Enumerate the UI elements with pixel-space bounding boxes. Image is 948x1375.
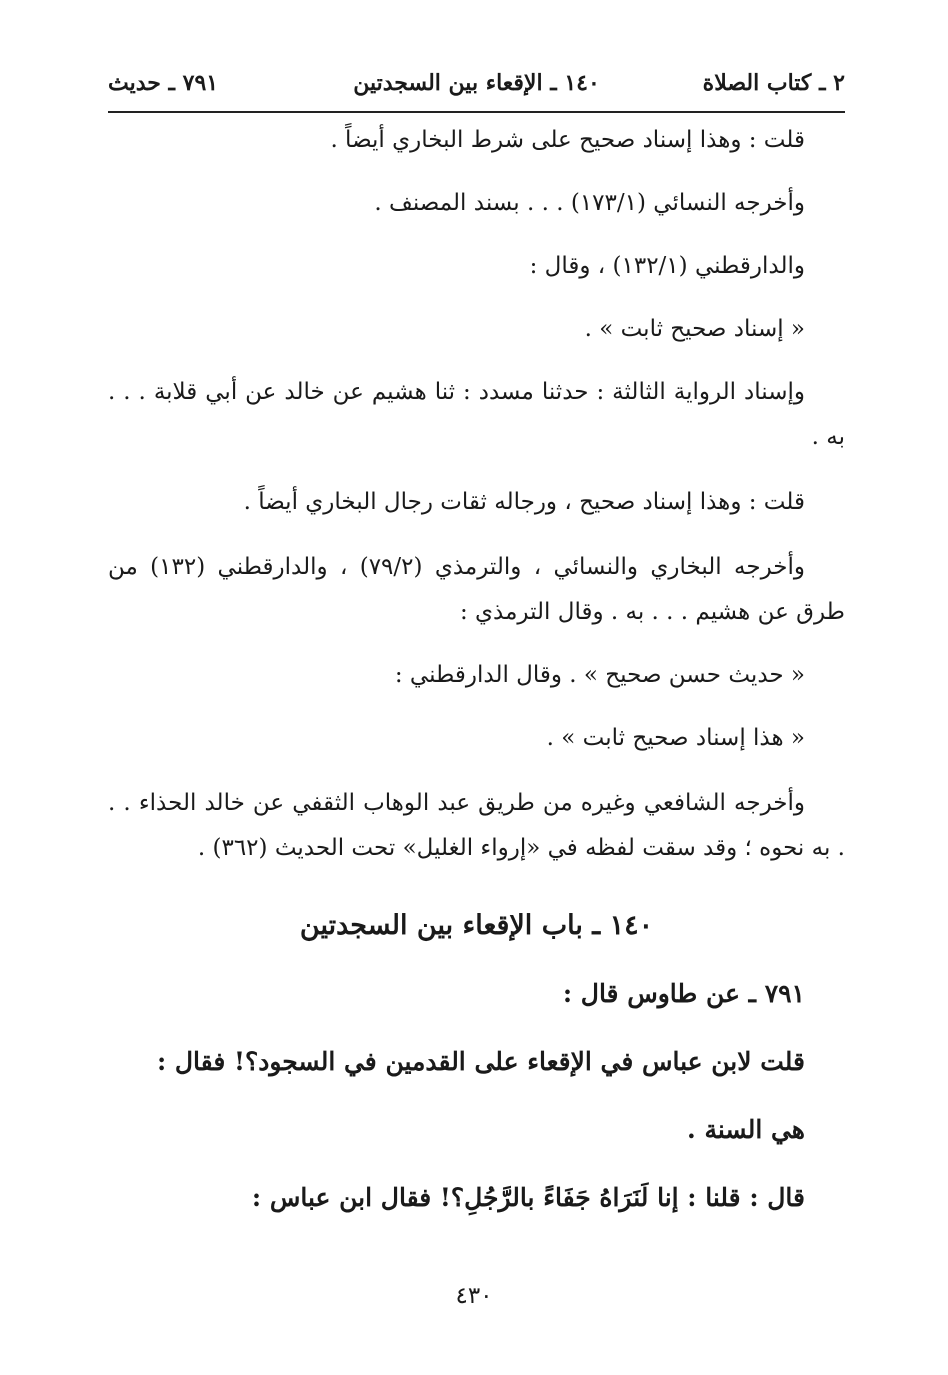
paragraph-3: والدارقطني (١٣٢/١) ، وقال : [529,253,805,279]
paragraph-7: وأخرجه البخاري والنسائي ، والترمذي (٧٩/٢) ، والدارقطني (١٣٢) من طرق عن هشيم . . . به . وقال الترمذي : [108,554,845,625]
paragraph-5: وإسناد الرواية الثالثة : حدثنا مسدد : ثنا هشيم عن خالد عن أبي قلابة . . . به . [108,379,845,450]
hadith-intro: ٧٩١ ـ عن طاوس قال : [562,979,805,1008]
hadith-line-2: هي السنة . [687,1115,805,1144]
paragraph-9: « هذا إسناد صحيح ثابت » . [546,725,805,751]
running-header [108,70,845,108]
paragraph-1: قلت : وهذا إسناد صحيح على شرط البخاري أيضاً . [330,127,805,153]
page-body [108,118,845,1223]
header-hadith-ref: ٧٩١ ـ حديث [108,70,219,96]
paragraph-8: « حديث حسن صحيح » . وقال الدارقطني : [394,662,805,688]
hadith-line-3: قال : قلنا : إنا لَنَرَاهُ جَفَاءً بالرَّجُلِ؟! فقال ابن عباس : [251,1183,805,1212]
page-number: ٤٣٠ [455,1283,493,1309]
paragraph-6: قلت : وهذا إسناد صحيح ، ورجاله ثقات رجال البخاري أيضاً . [243,489,805,515]
paragraph-2: وأخرجه النسائي (١٧٣/١) . . . بسند المصنف . [374,190,805,216]
header-chapter: ٢ ـ كتاب الصلاة [702,70,845,96]
paragraph-10: وأخرجه الشافعي وغيره من طريق عبد الوهاب الثقفي عن خالد الحذاء . . . به نحوه ؛ وقد سقت لفظه في «إرواء الغليل» تحت الحديث (٣٦٢) . [108,790,845,861]
paragraph-4: « إسناد صحيح ثابت » . [584,316,805,342]
hadith-line-1: قلت لابن عباس في الإقعاء على القدمين في السجود؟! فقال : [156,1047,805,1076]
header-section: ١٤٠ ـ الإقعاء بين السجدتين [353,70,600,96]
section-heading: ١٤٠ ـ باب الإقعاء بين السجدتين [299,910,654,941]
header-divider [108,111,845,113]
